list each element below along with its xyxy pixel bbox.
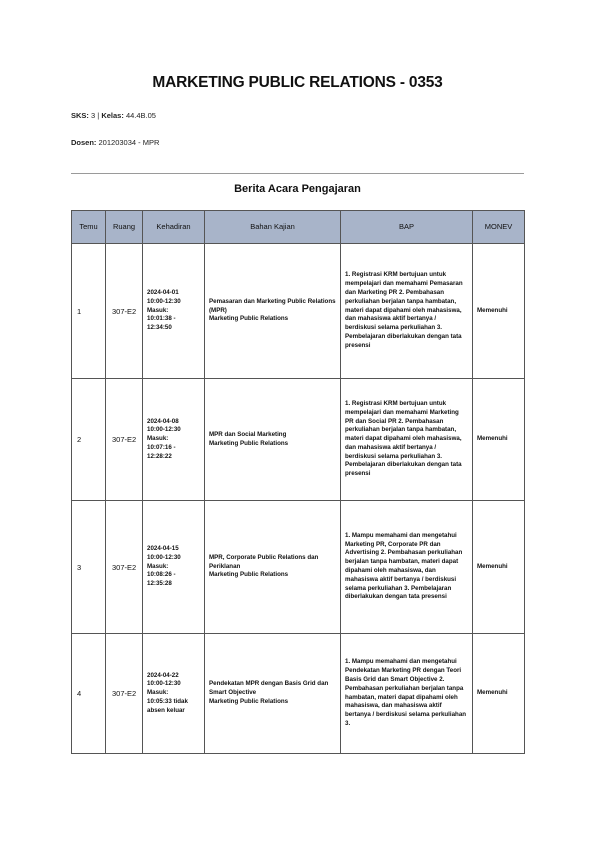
bap-cell: 1. Mampu memahami dan mengetahui Pendekatan Marketing PR dengan Teori Basis Grid dan Smart Objective 2. Pembahasan perkuliahan berjalan tanpa hambatan, materi dapat dipahami oleh mahasiswa, dan mahasiswa aktif bertanya / berdiskusi selama perkuliahan 3.: [341, 634, 473, 754]
temu-cell: 4: [72, 634, 106, 754]
ruang-cell: 307-E2: [106, 501, 143, 634]
schedule-text: 10:00-12:30: [147, 297, 181, 305]
column-header-bap: BAP: [341, 211, 473, 244]
table-row: [72, 244, 525, 379]
bap-cell: 1. Mampu memahami dan mengetahui Marketing PR, Corporate PR dan Advertising 2. Pembahasan perkuliahan berjalan tanpa hambatan, materi dapat dipahami oleh mahasiswa, dan mahasiswa aktif bertanya / berdiskusi selama perkuliahan 3. Pembelajaran diberlakukan dengan tata presensi: [341, 501, 473, 634]
kelas-value: 44.4B.05: [125, 111, 156, 120]
date-text: 2024-04-08: [147, 417, 179, 425]
course-text: Marketing Public Relations: [209, 697, 289, 705]
schedule-text: 10:00-12:30: [147, 680, 181, 688]
ruang-cell: 307-E2: [106, 244, 143, 379]
bahan-kajian-cell: [205, 379, 341, 501]
temu-cell: 1: [72, 244, 106, 379]
bahan-kajian-cell: [205, 634, 341, 754]
masuk-label: Masuk:: [147, 689, 169, 697]
monev-cell: Memenuhi: [473, 634, 525, 754]
schedule-text: 10:00-12:30: [147, 426, 181, 434]
table-header-row: [72, 211, 525, 244]
column-header-temu: Temu: [72, 211, 106, 244]
checkout-time: 12:28:22: [147, 452, 172, 460]
course-text: Marketing Public Relations: [209, 571, 289, 579]
checkin-time: 10:05:33 tidak: [147, 697, 188, 705]
topic-text: Pendekatan MPR dengan Basis Grid dan Smart Objective: [209, 680, 329, 697]
divider: [71, 173, 524, 174]
checkout-time: 12:35:28: [147, 580, 172, 588]
section-title: Berita Acara Pengajaran: [234, 183, 361, 195]
kehadiran-cell: [143, 501, 205, 634]
kehadiran-cell: [143, 379, 205, 501]
monev-cell: Memenuhi: [473, 379, 525, 501]
temu-cell: 3: [72, 501, 106, 634]
checkout-time: absen keluar: [147, 706, 185, 714]
table-row: [72, 634, 525, 754]
date-text: 2024-04-15: [147, 545, 179, 552]
checkin-time: 10:01:38 -: [147, 315, 176, 323]
bahan-kajian-cell: [205, 501, 341, 634]
ruang-cell: 307-E2: [106, 379, 143, 501]
column-header-ruang: Ruang: [106, 211, 143, 244]
kehadiran-cell: [143, 244, 205, 379]
ruang-cell: 307-E2: [106, 634, 143, 754]
masuk-label: Masuk:: [147, 562, 169, 570]
checkin-time: 10:08:26 -: [147, 571, 176, 579]
column-header-bahan-kajian: Bahan Kajian: [205, 211, 341, 244]
schedule-text: 10:00-12:30: [147, 553, 181, 561]
topic-text: MPR, Corporate Public Relations dan Periklanan: [209, 553, 319, 570]
column-header-monev: MONEV: [473, 211, 525, 244]
bahan-kajian-cell: [205, 244, 341, 379]
date-text: 2024-04-01: [147, 289, 179, 296]
sks-value: 3: [91, 111, 96, 120]
table-row: [72, 501, 525, 634]
page-title: MARKETING PUBLIC RELATIONS - 0353: [152, 74, 443, 91]
course-text: Marketing Public Relations: [209, 439, 289, 447]
course-text: Marketing Public Relations: [209, 315, 289, 323]
monev-cell: Memenuhi: [473, 244, 525, 379]
teaching-record-table: [71, 210, 525, 754]
bap-cell: 1. Registrasi KRM bertujuan untuk mempelajari dan memahami Pemasaran dan Marketing PR 2. Pembahasan perkuliahan berjalan tanpa hambatan, materi dapat dipahami oleh mahasiswa, dan mahasiswa aktif bertanya / berdiskusi selama perkuliahan 3. Pembelajaran diberlakukan dengan tata presensi: [341, 244, 473, 379]
bap-cell: 1. Registrasi KRM bertujuan untuk mempelajari dan memahami Marketing PR dan Social PR 2. Pembahasan perkuliahan berjalan tanpa hambatan, materi dapat dipahami oleh mahasiswa, dan mahasiswa aktif bertanya / berdiskusi selama perkuliahan 3. Pembelajaran diberlakukan dengan tata presensi: [341, 379, 473, 501]
lecturer-line: [71, 138, 159, 147]
course-meta-line: [71, 111, 156, 120]
dosen-label: Dosen:: [71, 138, 97, 147]
temu-cell: 2: [72, 379, 106, 501]
masuk-label: Masuk:: [147, 435, 169, 443]
column-header-kehadiran: Kehadiran: [143, 211, 205, 244]
dosen-value: 201203034 - MPR: [98, 138, 160, 147]
meta-separator: |: [97, 111, 100, 120]
topic-text: MPR dan Social Marketing: [209, 430, 287, 438]
date-text: 2024-04-22: [147, 671, 179, 679]
table-row: [72, 379, 525, 501]
checkout-time: 12:34:50: [147, 324, 172, 332]
topic-text: Pemasaran dan Marketing Public Relations (MPR): [209, 297, 336, 314]
kelas-label: Kelas:: [101, 111, 124, 120]
masuk-label: Masuk:: [147, 306, 169, 314]
monev-cell: Memenuhi: [473, 501, 525, 634]
checkin-time: 10:07:16 -: [147, 443, 176, 451]
kehadiran-cell: [143, 634, 205, 754]
sks-label: SKS:: [71, 111, 89, 120]
